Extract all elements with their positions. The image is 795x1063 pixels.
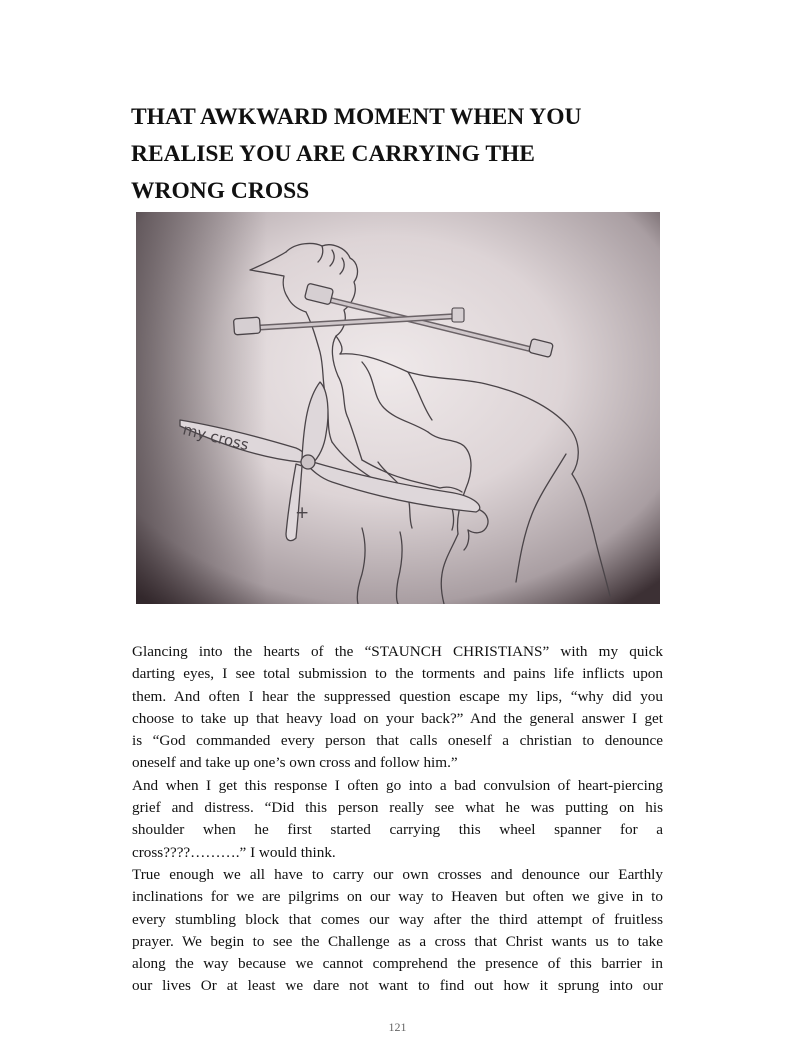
- text-line: oneself and take up one’s own cross and follow him.”: [132, 754, 458, 772]
- title-line: THAT AWKWARD MOMENT WHEN YOU: [131, 104, 582, 130]
- text-line: is “God commanded every person that calls oneself a christian to denounce: [132, 732, 663, 750]
- text-line: inclinations for we are pilgrims on our way to Heaven but often we give in to: [132, 888, 663, 906]
- text-line: prayer. We begin to see the Challenge as a cross that Christ wants us to take: [132, 932, 663, 950]
- text-line: them. And often I hear the suppressed question escape my lips, “why did you: [132, 687, 663, 705]
- sketch-photo: [136, 212, 660, 604]
- text-line: True enough we all have to carry our own crosses and denounce our Earthly: [132, 865, 663, 883]
- text-line: And when I get this response I often go into a bad convulsion of heart-piercing: [132, 776, 663, 794]
- pencil-sketch-illustration: [136, 212, 660, 604]
- text-line: shoulder when he first started carrying this wheel spanner for a: [132, 821, 663, 839]
- body-text: [132, 641, 663, 998]
- text-line: darting eyes, I see total submission to the torments and pains life inflicts upon: [132, 665, 663, 683]
- text-line: every stumbling block that comes our way after the third attempt of fruitless: [132, 910, 663, 928]
- drawing-label: my cross: [181, 420, 251, 455]
- title-line: WRONG CROSS: [131, 178, 310, 204]
- cross-symbol: +: [295, 503, 310, 523]
- text-line: choose to take up that heavy load on your back?” And the general answer I get: [132, 709, 663, 727]
- text-line: our lives Or at least we dare not want to find out how it sprung into our: [132, 977, 663, 995]
- text-line: along the way because we cannot comprehend the presence of this barrier in: [132, 955, 663, 973]
- title-line: REALISE YOU ARE CARRYING THE: [131, 141, 535, 167]
- page-number: 121: [388, 1020, 407, 1034]
- text-line: cross????……….” I would think.: [132, 843, 336, 861]
- text-line: Glancing into the hearts of the “STAUNCH CHRISTIANS” with my quick: [132, 643, 663, 660]
- page-title: [131, 99, 651, 210]
- text-line: grief and distress. “Did this person really see what he was putting on his: [132, 799, 663, 817]
